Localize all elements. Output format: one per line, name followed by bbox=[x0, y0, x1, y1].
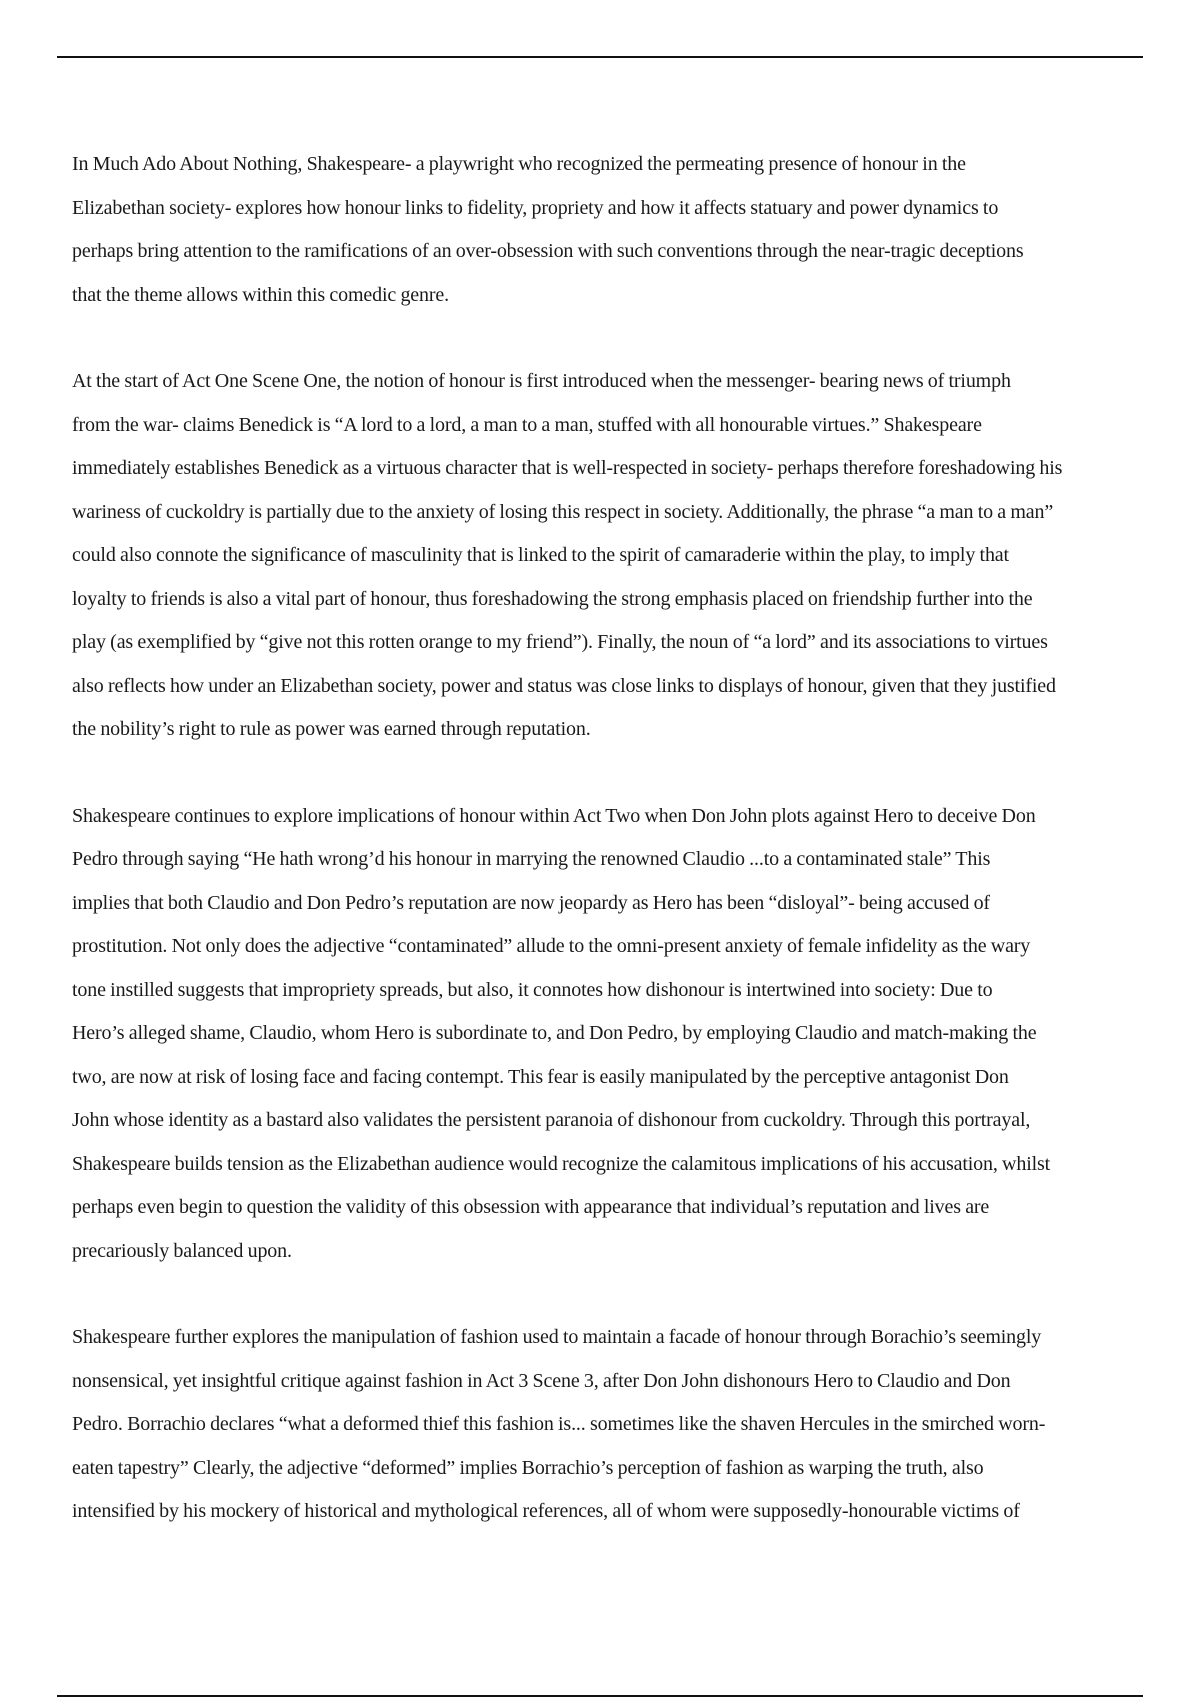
text-line: the nobility’s right to rule as power was earned through reputation. bbox=[72, 718, 591, 740]
paragraph-act-two bbox=[72, 795, 1127, 1274]
text-line: perhaps even begin to question the validity of this obsession with appearance that individual’s reputation and lives are bbox=[72, 1196, 990, 1218]
text-line: Pedro through saying “He hath wrong’d his honour in marrying the renowned Claudio ...to a contaminated stale” This bbox=[72, 848, 991, 870]
paragraph-act-three bbox=[72, 1316, 1127, 1534]
text-line: prostitution. Not only does the adjective “contaminated” allude to the omni-present anxiety of female infidelity as the wary bbox=[72, 935, 1031, 957]
text-line: two, are now at risk of losing face and facing contempt. This fear is easily manipulated by the perceptive antagonist Don bbox=[72, 1065, 1009, 1088]
text-line: eaten tapestry” Clearly, the adjective “deformed” implies Borrachio’s perception of fashion as warping the truth, also bbox=[72, 1456, 984, 1479]
text-line: implies that both Claudio and Don Pedro’s reputation are now jeopardy as Hero has been “disloyal”- being accused of bbox=[72, 891, 990, 914]
text-line: play (as exemplified by “give not this rotten orange to my friend”). Finally, the noun of “a lord” and its associations to virtues bbox=[72, 631, 1048, 653]
text-line: intensified by his mockery of historical and mythological references, all of whom were supposedly-honourable victims of bbox=[72, 1500, 1020, 1522]
text-line: from the war- claims Benedick is “A lord to a lord, a man to a man, stuffed with all honourable virtues.” Shakespeare bbox=[72, 413, 982, 436]
text-line: nonsensical, yet insightful critique against fashion in Act 3 Scene 3, after Don John dishonours Hero to Claudio and Don bbox=[72, 1369, 1011, 1392]
text-line: John whose identity as a bastard also validates the persistent paranoia of dishonour from cuckoldry. Through this portrayal, bbox=[72, 1109, 1031, 1131]
text-line: Elizabethan society- explores how honour links to fidelity, propriety and how it affects statuary and power dynamics to bbox=[72, 196, 999, 219]
bottom-rule bbox=[57, 1695, 1143, 1697]
text-line: immediately establishes Benedick as a virtuous character that is well-respected in society- perhaps therefore foreshadowing his bbox=[72, 457, 1063, 479]
text-line: Hero’s alleged shame, Claudio, whom Hero is subordinate to, and Don Pedro, by employing Claudio and match-making the bbox=[72, 1022, 1037, 1044]
text-line: Shakespeare further explores the manipulation of fashion used to maintain a facade of honour through Borachio’s seemingly bbox=[72, 1326, 1042, 1348]
text-line: In Much Ado About Nothing, Shakespeare- a playwright who recognized the permeating presence of honour in the bbox=[72, 153, 966, 175]
paragraph-act-one bbox=[72, 360, 1127, 752]
text-line: also reflects how under an Elizabethan society, power and status was close links to displays of honour, given that they justified bbox=[72, 674, 1056, 697]
text-line: Shakespeare continues to explore implications of honour within Act Two when Don John plots against Hero to deceive Don bbox=[72, 804, 1036, 827]
paragraph-intro bbox=[72, 143, 1127, 317]
text-line: perhaps bring attention to the ramifications of an over-obsession with such conventions through the near-tragic deceptions bbox=[72, 240, 1024, 262]
text-line: precariously balanced upon. bbox=[72, 1239, 292, 1262]
text-line: wariness of cuckoldry is partially due to the anxiety of losing this respect in society. Additionally, the phrase “a man to a man” bbox=[72, 500, 1054, 523]
text-line: Pedro. Borrachio declares “what a deformed thief this fashion is... sometimes like the shaven Hercules in the smirched worn- bbox=[72, 1413, 1046, 1435]
text-line: could also connote the significance of masculinity that is linked to the spirit of camaraderie within the play, to imply that bbox=[72, 544, 1009, 566]
text-line: that the theme allows within this comedic genre. bbox=[72, 283, 449, 306]
text-line: loyalty to friends is also a vital part of honour, thus foreshadowing the strong emphasis placed on friendship further into the bbox=[72, 587, 1033, 610]
top-rule bbox=[57, 56, 1143, 58]
text-line: tone instilled suggests that impropriety spreads, but also, it connotes how dishonour is intertwined into society: Due to bbox=[72, 978, 993, 1001]
document-body bbox=[72, 143, 1127, 1577]
text-line: Shakespeare builds tension as the Elizabethan audience would recognize the calamitous implications of his accusation, whilst bbox=[72, 1152, 1051, 1175]
text-line: At the start of Act One Scene One, the notion of honour is first introduced when the messenger- bearing news of triumph bbox=[72, 370, 1011, 392]
